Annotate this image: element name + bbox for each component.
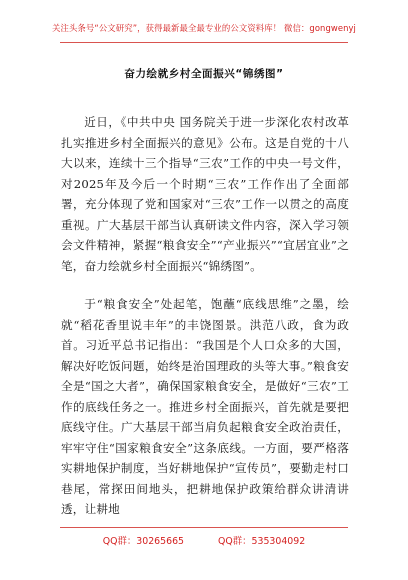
footer-divider (60, 527, 348, 528)
footer-contact (0, 533, 408, 547)
promo-banner: 关注头条号“公文研究”，获得最新最全最专业的公文资料库！ 微信：gongwenyj (52, 23, 356, 33)
paragraph-2: 于“粮食安全”处起笔，饱蘸“底线思维”之墨，绘就“稻花香里说丰年”的丰饶图景。洪范八政，食为政首。习近平总书记指出：“我国是个人口众多的大国，解决好吃饭问题，始终是治国理政的头等大事。”粮食安全是“国之大者”，确保国家粮食安全，是做好“三农”工作的底线任务之一。推进乡村全面振兴，首先就是要把底线守住。广大基层干部当肩负起粮食安全政治责任，牢牢守住“国家粮食安全”这条底线。一方面，要严格落实耕地保护制度，当好耕地保护“宣传员”，要勤走村口巷尾，常探田间地头，把耕地保护政策给群众讲清讲透，让耕地 (61, 297, 349, 516)
qq-group-2: QQ群：535304092 (218, 536, 306, 547)
document-title: 奋力绘就乡村全面振兴“锦绣图” (124, 68, 284, 80)
header-divider (60, 42, 348, 43)
paragraph-1: 近日，《中共中央 国务院关于进一步深化农村改革 扎实推进乡村全面振兴的意见》公布。这是自党的十八大以来，连续十三个指导“三农”工作的中央一号文件，对2025年及今后一个时期“三农”工作作出了全面部署，充分体现了党和国家对“三农”工作一以贯之的高度重视。广大基层干部当认真研读文件内容，深入学习领会文件精神，紧握“粮食安全”“产业振兴”“宜居宜业”之笔，奋力绘就乡村全面振兴“锦绣图”。 (61, 115, 349, 273)
document-body (61, 112, 349, 538)
qq-group-1: QQ群：30265665 (102, 536, 185, 547)
